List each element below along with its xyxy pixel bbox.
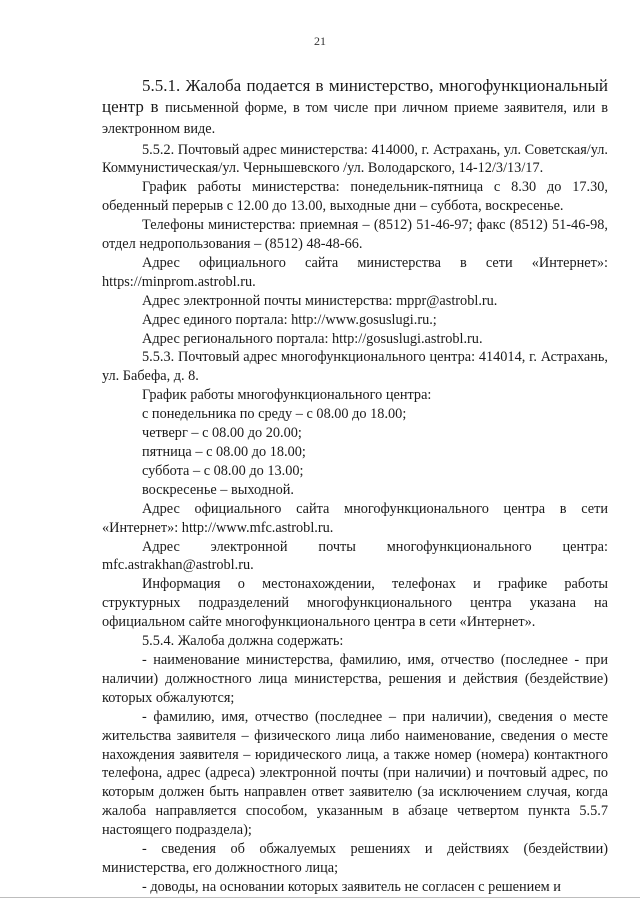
mfc-schedule-friday: пятница – с 08.00 до 18.00; [142,444,306,460]
complaint-item-appealed-decisions: - сведения об обжалуемых решениях и действиях (бездействии) министерства, его должностного лица; [102,841,608,876]
mfc-email: Адрес электронной почты многофункционального центра: mfc.astrakhan@astrobl.ru. [102,538,608,574]
ministry-email: Адрес электронной почты министерства: mppr@astrobl.ru. [142,292,498,309]
mfc-divisions-info: Информация о местонахождении, телефонах и графике работы структурных подразделений многофункционального центра указана на официальном сайте многофункционального центра в сети «Интернет». [102,576,608,631]
mfc-schedule-sunday: воскресенье – выходной. [142,481,294,498]
paragraph-5-5-1-rest: письменной форме, в том числе при личном приеме заявителя, или в электронном виде. [102,99,609,137]
complaint-item-applicant-info: - фамилию, имя, отчество (последнее – при наличии), сведения о месте жительства заявителя – физического лица либо наименование, сведения о месте нахождения заявителя – юридического лица, а также номер (номера) контактного телефона, адрес (адреса) электронной почты (при наличии) и почтовый адрес, по которым должен быть направлен ответ заявителю (за исключением случая, когда жалоба направляется способом, указанным в абзаце четвертом пункта 5.5.7 настоящего подраздела); [102,708,608,839]
document-body [102,76,608,897]
mfc-website: Адрес официального сайта многофункционального центра в сети «Интернет»: http://www.mfc.astrobl.ru. [102,500,608,536]
paragraph-5-5-4: 5.5.4. Жалоба должна содержать: [142,633,344,650]
ministry-phones: Телефоны министерства: приемная – (8512) 51-46-97; факс (8512) 51-46-98, отдел недропользования – (8512) 48-48-66. [102,217,608,253]
mfc-schedule-heading: График работы многофункционального центра: [142,387,432,404]
paragraph-5-5-2: 5.5.2. Почтовый адрес министерства: 414000, г. Астрахань, ул. Советская/ул. Коммунистическая/ул. Чернышевского /ул. Володарского, 14-12/3/13/17. [102,141,608,177]
paragraph-5-5-1-lead: 5.5.1. Жалоба подается в министерство, многофункциональный центр в [102,76,608,116]
paragraph-5-5-3: 5.5.3. Почтовый адрес многофункционального центра: 414014, г. Астрахань, ул. Бабефа, д. 8. [102,349,608,385]
mfc-schedule-saturday: суббота – с 08.00 до 13.00; [142,462,304,479]
complaint-item-ministry-name: - наименование министерства, фамилию, имя, отчество (последнее - при наличии) должностного лица министерства, решения и действия (бездействие) которых обжалуются; [102,651,608,706]
bottom-edge-line [0,897,640,898]
ministry-work-schedule: График работы министерства: понедельник-пятница с 8.30 до 17.30, обеденный перерыв с 12.00 до 13.00, выходные дни – суббота, воскресенье. [102,179,608,215]
mfc-schedule-thursday: четверг – с 08.00 до 20.00; [142,425,302,442]
page-number: 21 [314,34,326,48]
unified-portal-address: Адрес единого портала: http://www.gosuslugi.ru.; [142,311,437,328]
complaint-item-arguments: - доводы, на основании которых заявитель не согласен с решением и [142,878,561,895]
paragraph-5-5-1 [102,76,608,140]
mfc-schedule-mon-wed: с понедельника по среду – с 08.00 до 18.00; [142,406,407,423]
regional-portal-address: Адрес регионального портала: http://gosuslugi.astrobl.ru. [142,330,483,347]
ministry-website: Адрес официального сайта министерства в сети «Интернет»: https://minprom.astrobl.ru. [102,254,608,290]
